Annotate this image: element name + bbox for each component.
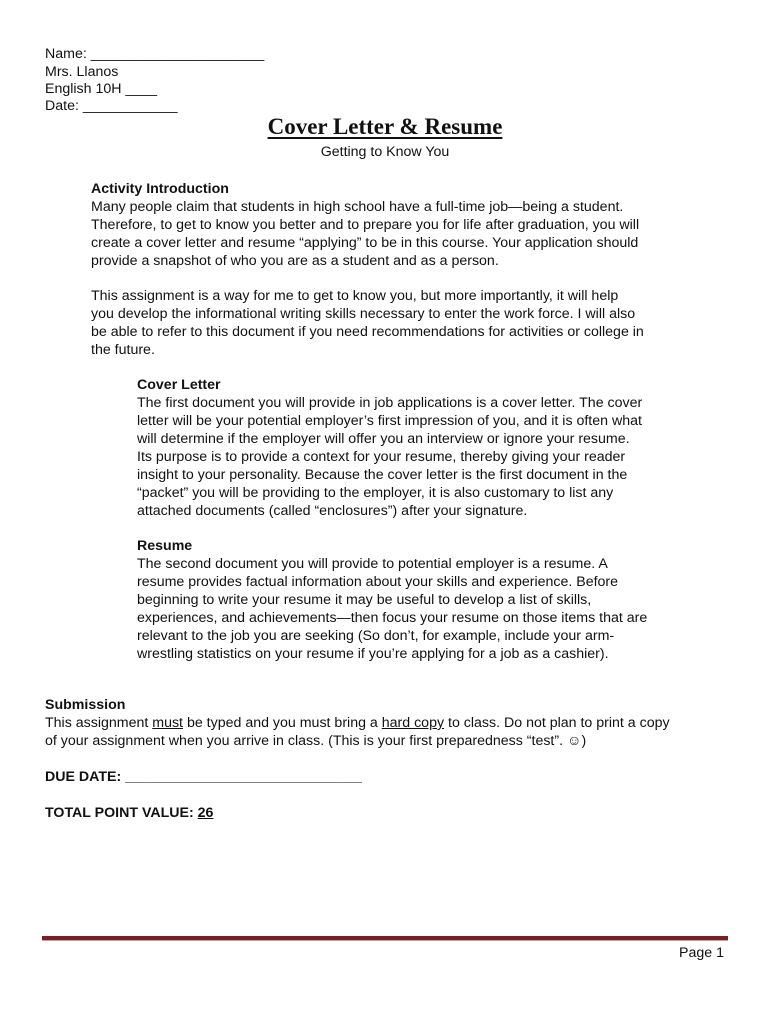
intro-p1-line: provide a snapshot of who you are as a student and as a person. — [91, 253, 499, 269]
cover-letter-line: letter will be your potential employer’s first impression of you, and it is often what — [137, 413, 642, 429]
submission-line — [45, 714, 670, 732]
cover-letter-line: attached documents (called “enclosures”) after your signature. — [137, 503, 528, 519]
intro-heading: Activity Introduction — [91, 181, 229, 197]
resume-line: The second document you will provide to potential employer is a resume. A — [137, 556, 608, 572]
resume-line: resume provides factual information about your skills and experience. Before — [137, 574, 619, 590]
teacher-name: Mrs. Llanos — [45, 64, 119, 80]
intro-p2-line: This assignment is a way for me to get to know you, but more importantly, it will help — [91, 288, 619, 304]
cover-letter-line: will determine if the employer will offer you an interview or ignore your resume. — [137, 431, 630, 447]
hard-copy-emphasis: hard copy — [381, 715, 445, 731]
cover-letter-heading: Cover Letter — [137, 377, 221, 393]
cover-letter-line: The first document you will provide in job applications is a cover letter. The cover — [137, 395, 643, 411]
cover-letter-line: Its purpose is to provide a context for your resume, thereby giving your reader — [137, 449, 626, 465]
intro-p1-line: create a cover letter and resume “applying” to be in this course. Your application should — [91, 235, 639, 251]
resume-section — [137, 537, 647, 663]
intro-p1-line: Many people claim that students in high school have a full-time job—being a student. — [91, 199, 624, 215]
course-field: English 10H ____ — [45, 81, 158, 97]
submission-section — [45, 696, 670, 750]
intro-p2-line: you develop the informational writing skills necessary to enter the work force. I will also — [91, 306, 636, 322]
footer-rule — [42, 936, 728, 941]
submission-line: of your assignment when you arrive in class. (This is your first preparedness “test”. ☺) — [45, 733, 587, 749]
submission-text: This assignment — [45, 715, 153, 731]
intro-p1-line: Therefore, to get to know you better and to prepare you for life after graduation, you will — [91, 217, 640, 233]
cover-letter-section — [137, 376, 642, 520]
intro-p2-line: the future. — [91, 342, 155, 358]
due-date-blank: ______________________________ — [125, 769, 362, 785]
date-field: Date: ____________ — [45, 98, 178, 114]
point-value-label: TOTAL POINT VALUE: — [45, 805, 194, 821]
due-date-label: DUE DATE: — [45, 769, 122, 785]
resume-line: beginning to write your resume it may be useful to develop a list of skills, — [137, 592, 592, 608]
point-value: 26 — [197, 805, 214, 821]
name-field: Name: ______________________ — [45, 46, 265, 62]
resume-line: wrestling statistics on your resume if you’re applying for a job as a cashier). — [137, 646, 609, 662]
cover-letter-line: “packet” you will be providing to the employer, it is also customary to list any — [137, 485, 614, 501]
intro-p2-line: be able to refer to this document if you need recommendations for activities or college in — [91, 324, 644, 340]
page-number: Page 1 — [679, 945, 724, 961]
submission-text: to class. Do not plan to print a copy — [444, 715, 670, 731]
document-subtitle: Getting to Know You — [320, 144, 450, 160]
intro-paragraph-2 — [91, 287, 644, 359]
cover-letter-line: insight to your personality. Because the cover letter is the first document in the — [137, 467, 628, 483]
document-title: Cover Letter & Resume — [267, 114, 503, 139]
point-value-row — [45, 804, 213, 822]
resume-heading: Resume — [137, 538, 193, 554]
due-date-row — [45, 768, 362, 786]
resume-line: experiences, and achievements—then focus your resume on those items that are — [137, 610, 648, 626]
resume-line: relevant to the job you are seeking (So don’t, for example, include your arm- — [137, 628, 615, 644]
submission-text: be typed and you must bring a — [183, 715, 382, 731]
intro-section — [91, 180, 639, 270]
submission-heading: Submission — [45, 697, 126, 713]
must-emphasis: must — [152, 715, 183, 731]
